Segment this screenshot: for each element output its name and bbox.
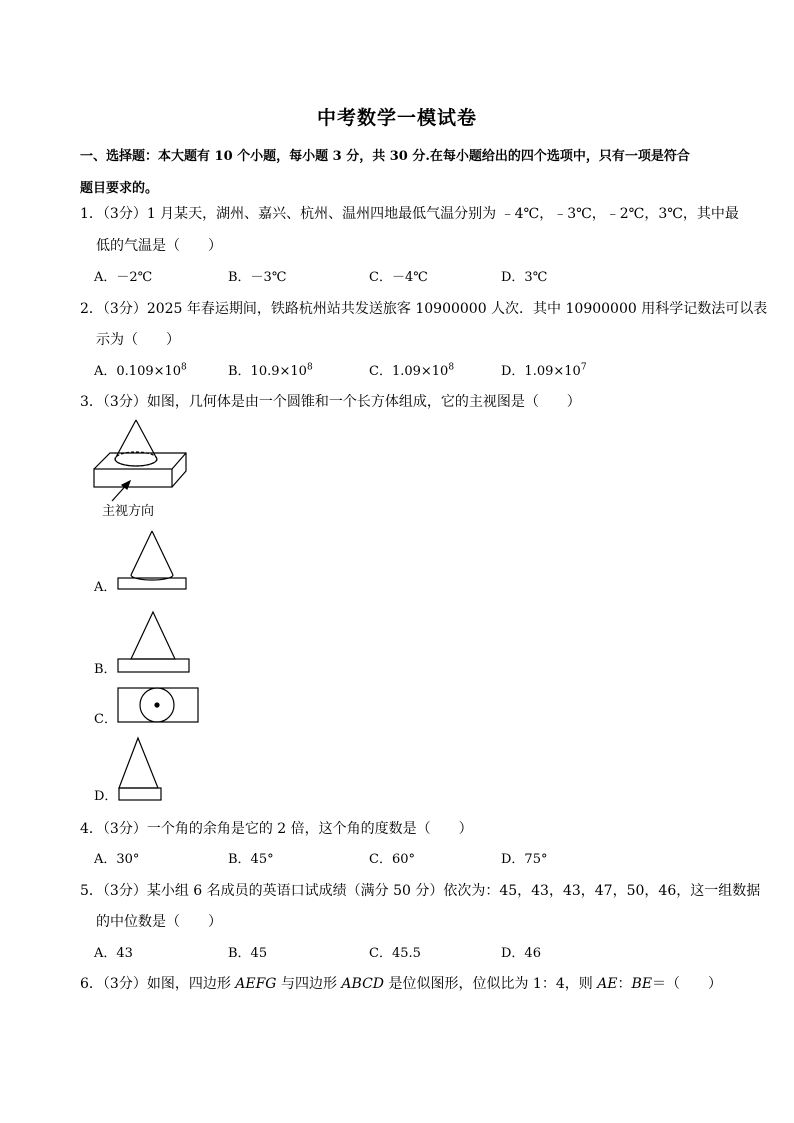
section-header-line2: 题目要求的。 bbox=[80, 181, 159, 196]
q4-option-b[interactable]: B．45° bbox=[228, 852, 274, 867]
question-5-line1: 5．（3分）某小组 6 名成员的英语口试成绩（满分 50 分）依次为：45，43，43，47，50，46，这一组数据 bbox=[80, 883, 761, 899]
q1-option-a[interactable]: A．－2℃ bbox=[94, 270, 153, 285]
q3-option-d-label[interactable]: D． bbox=[94, 789, 118, 804]
box-front-face bbox=[94, 469, 172, 487]
q4-option-c[interactable]: C．60° bbox=[369, 852, 415, 867]
q5-option-d[interactable]: D．46 bbox=[501, 946, 541, 961]
question-6-line1: 6．（3分）如图，四边形 AEFG 与四边形 ABCD 是位似图形，位似比为 1：4，则 AE：BE＝（ ） bbox=[80, 976, 723, 992]
q3-option-c-figure[interactable] bbox=[117, 687, 201, 725]
q3-option-b-figure[interactable] bbox=[117, 610, 191, 674]
question-2-line2: 示为（ ） bbox=[96, 332, 180, 348]
q1-option-c[interactable]: C．－4℃ bbox=[369, 270, 428, 285]
q3-solid-figure bbox=[90, 415, 190, 495]
question-2-line1: 2．（3分）2025 年春运期间，铁路杭州站共发送旅客 10900000 人次．其中 10900000 用科学记数法可以表 bbox=[80, 301, 768, 317]
question-4-line1: 4．（3分）一个角的余角是它的 2 倍，这个角的度数是（ ） bbox=[80, 821, 473, 837]
q2-option-d[interactable]: D．$1.09\times 10^7$ bbox=[501, 362, 587, 379]
box-top-front-edge bbox=[172, 453, 186, 469]
q4-option-d[interactable]: D．75° bbox=[501, 852, 548, 867]
question-1-line1: 1．（3分）1 月某天，湖州、嘉兴、杭州、温州四地最低气温分别为 ﹣4℃，﹣3℃，﹣2℃，3℃，其中最 bbox=[80, 206, 739, 222]
q3-option-a-figure[interactable] bbox=[117, 528, 189, 592]
q5-option-b[interactable]: B．45 bbox=[228, 946, 268, 961]
section-header-line1: 一、选择题：本大题有 10 个小题，每小题 3 分，共 30 分.在每小题给出的四个选项中，只有一项是符合 bbox=[80, 149, 690, 164]
q4-option-a[interactable]: A．30° bbox=[94, 852, 140, 867]
q3-option-d-figure[interactable] bbox=[117, 736, 165, 802]
q2-option-c[interactable]: C．$1.09\times 10^8$ bbox=[369, 362, 455, 379]
view-direction-caption: 主视方向 bbox=[102, 504, 155, 519]
question-3-line1: 3．（3分）如图，几何体是由一个圆锥和一个长方体组成，它的主视图是（ ） bbox=[80, 394, 581, 410]
q5-option-c[interactable]: C．45.5 bbox=[369, 946, 421, 961]
question-5-line2: 的中位数是（ ） bbox=[96, 914, 222, 930]
cone-base-front-arc bbox=[115, 459, 157, 466]
q5-option-a[interactable]: A．43 bbox=[94, 946, 133, 961]
q2-option-b[interactable]: B．$10.9\times 10^8$ bbox=[228, 362, 313, 379]
q1-option-d[interactable]: D．3℃ bbox=[501, 270, 548, 285]
page-title: 中考数学一模试卷 bbox=[316, 107, 477, 129]
q3-option-c-label[interactable]: C． bbox=[94, 712, 117, 727]
q2-option-a[interactable]: A．$0.109\times 10^8$ bbox=[94, 362, 187, 379]
question-1-line2: 低的气温是（ ） bbox=[96, 238, 222, 254]
q3-option-b-label[interactable]: B． bbox=[94, 662, 117, 677]
q3-option-a-label[interactable]: A． bbox=[94, 580, 117, 595]
q1-option-b[interactable]: B．－3℃ bbox=[228, 270, 287, 285]
